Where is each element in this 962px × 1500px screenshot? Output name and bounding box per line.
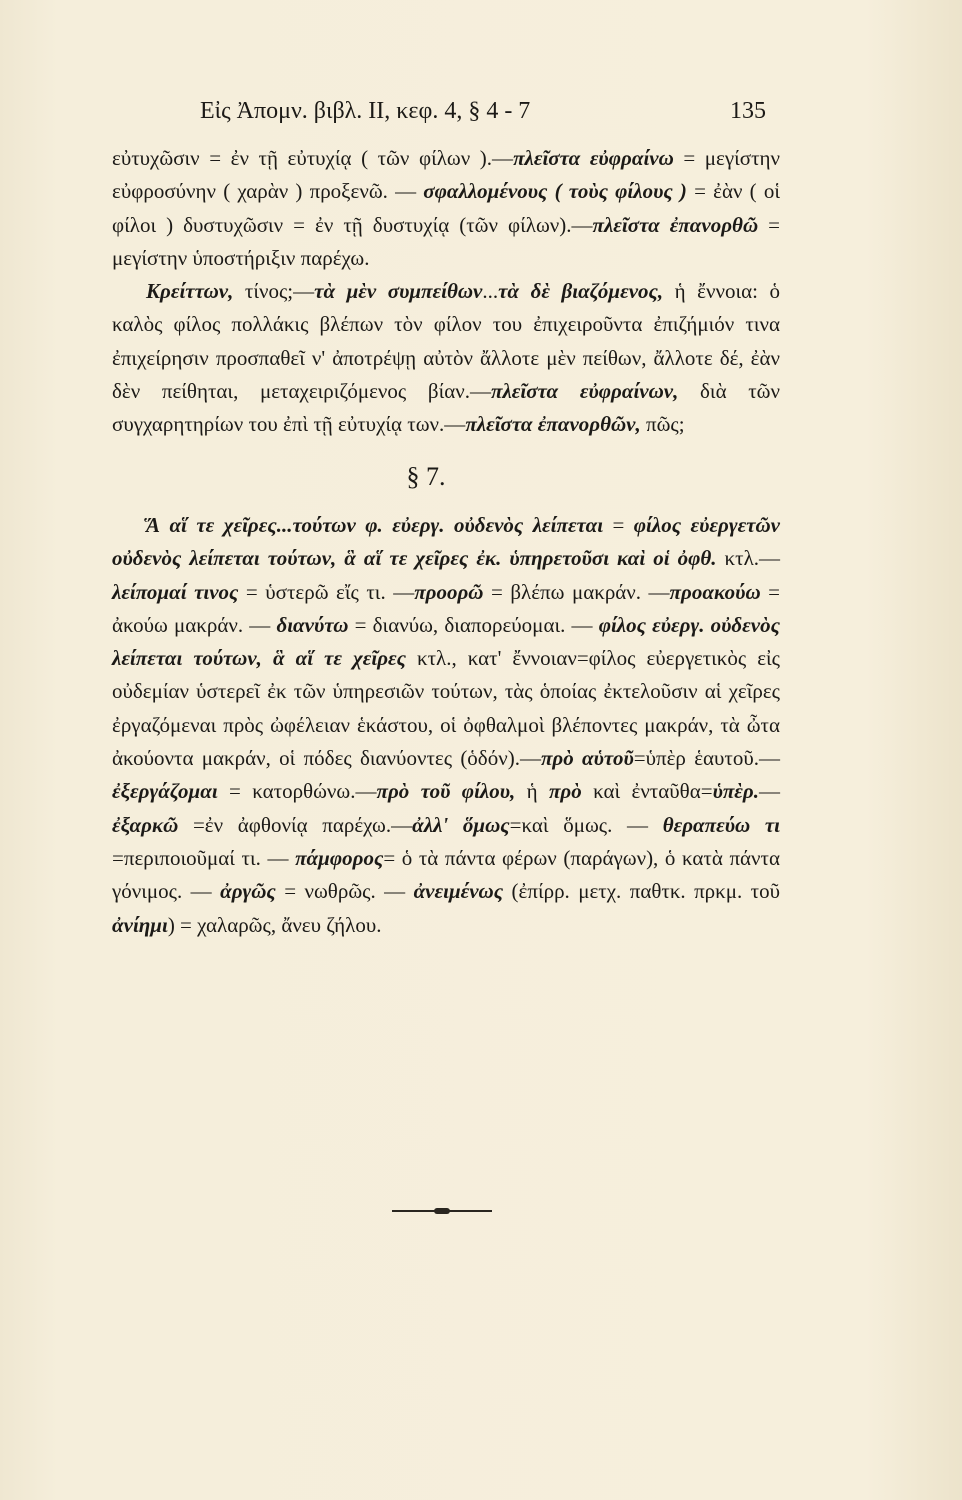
lemma: φίλος εὐεργ. οὐδενὸς λείπεται τούτων, ἃ αἵ τε χεῖρες [112,612,780,671]
gloss-text: εὐτυχῶσιν = ἐν τῇ εὐτυχίᾳ ( τῶν φίλων ).— [112,146,514,170]
lemma: θεραπεύω τι [662,812,781,837]
running-head: Εἰς Ἀπομν. βιβλ. II, κεφ. 4, § 4 - 7 [200,98,531,124]
lemma: πρὸ αὑτοῦ [540,746,634,771]
page-number: 135 [730,98,766,124]
lemma: πλεῖστα εὐφραίνων, [490,379,679,404]
gloss-text: κτλ.— [716,546,780,571]
lemma: πλεῖστα ἐπανορθῶ [592,212,759,237]
gloss-text: = ὁ τὰ πάντα φέρων (παράγων), ὁ κατὰ πάντα γόνιμος. — [112,845,780,904]
gloss-text: = βλέπω μακράν. — [483,579,670,604]
gloss-text: = διανύω, διαπορεύομαι. — [348,612,599,637]
lemma: πλεῖστα ἐπανορθῶν, [465,412,641,437]
lemma: πρὸ τοῦ φίλου, [376,779,516,804]
gloss-text: κτλ., κατ' ἔννοιαν=φίλος εὐεργετικὸς εἰς οὐδεμίαν ὑστερεῖ ἐκ τῶν ὑπηρεσιῶν τούτων, τὰς ὁποίας ἐκτελοῦσιν αἱ χεῖρες ἐργαζόμεναι πρὸς ὠφέλειαν ἑκάστου, οἱ ὀφθαλμοὶ βλέποντες μακράν, τὰ ὦτα ἀκούοντα μακράν, οἱ πόδες διανύοντες (ὁδόν).— [112,646,780,771]
gloss-text: = κατορθώνω.— [217,779,377,804]
gloss-text: διὰ τῶν συγχαρητηρίων του ἐπὶ τῇ εὐτυχίᾳ των.— [112,379,780,437]
gloss-text: = ἐὰν ( οἱ φίλοι ) δυστυχῶσιν = ἐν τῇ δυστυχίᾳ (τῶν φίλων).— [112,179,780,237]
gloss-text: πῶς; [640,412,685,437]
lemma: ἐξεργάζομαι [112,779,218,804]
gloss-text: τίνος;— [233,279,315,304]
lemma: φίλος εὐεργετῶν οὐδενὸς λείπεται τούτων, ἃ αἵ τε χεῖρες ἐκ. ὑπηρετοῦσι καὶ οἱ ὀφθ. [112,512,781,571]
gloss-text: = νωθρῶς. — [275,879,414,904]
lemma: πάμφορος [295,845,384,870]
gloss-text: =ἐν ἀφθονίᾳ παρέχω.— [178,812,413,837]
lemma: ὑπὲρ. [712,779,759,804]
lemma: ἀργῶς [220,879,276,904]
lemma: διανύτω [276,612,349,637]
lemma: ἀνειμένως [413,879,504,904]
lemma: τὰ δὲ βιαζόμενος, [498,279,664,304]
paragraph-2 [112,275,780,441]
lemma: ἀνίημι [112,912,168,937]
gloss-text: = ἀκούω μακράν. — [112,579,781,637]
lemma: προορῶ [414,579,484,604]
gloss-text: = [603,512,634,537]
lemma: Ἅ αἵ τε χεῖρες...τούτων φ. εὐεργ. οὐδενὸς λείπεται [146,512,604,537]
end-ornament [392,1210,492,1212]
paragraph-3 [112,509,780,942]
gloss-text: = μεγίστην εὐφροσύνην ( χαρὰν ) προξενῶ. — [112,146,780,204]
lemma: πρὸ [548,779,582,804]
gloss-text: (ἐπίρρ. μετχ. παθτκ. πρκμ. τοῦ [503,879,780,904]
gloss-text: =καὶ ὅμως. — [509,812,663,837]
lemma: πλεῖστα εὐφραίνω [513,146,674,170]
gloss-text: ... [482,279,499,304]
gloss-text: = μεγίστην ὑποστήριξιν παρέχω. [112,212,780,270]
lemma: προακούω [669,579,761,604]
gloss-text: = ὑστερῶ εἴς τι. — [238,579,415,604]
lemma: σφαλλομένους ( τοὺς φίλους ) [423,179,687,204]
gloss-text: — [759,779,780,804]
paragraph-1 [112,142,780,275]
gloss-text: ) = χαλαρῶς, ἄνευ ζήλου. [167,912,382,937]
section-heading: § 7. [406,461,446,491]
lemma: ἀλλ' ὅμως [412,812,510,837]
lemma: τὰ μὲν συμπείθων [314,279,483,304]
gloss-text: =ὑπὲρ ἑαυτοῦ.— [633,746,780,771]
lemma: Κρείττων, [146,279,234,304]
gloss-text: ἡ ἔννοια: ὁ καλὸς φίλος πολλάκις βλέπων τὸν φίλον του ἐπιχειροῦντα ἐπιζήμιόν τινα ἐπιχείρησιν προσπαθεῖ ν' ἀποτρέψῃ αὐτὸν ἄλλοτε μὲν πείθων, ἄλλοτε δέ, ἐὰν δὲν πείθηται, μεταχειριζόμενος βίαν.— [112,279,780,404]
lemma: ἐξαρκῶ [112,812,179,837]
gloss-text: =περιποιοῦμαί τι. — [112,845,296,870]
gloss-text: ἡ [515,779,549,804]
page-header [0,92,962,132]
lemma: λείπομαί τινος [112,579,239,604]
gloss-text: καὶ ἐνταῦθα= [581,779,713,804]
body-text [112,142,780,942]
